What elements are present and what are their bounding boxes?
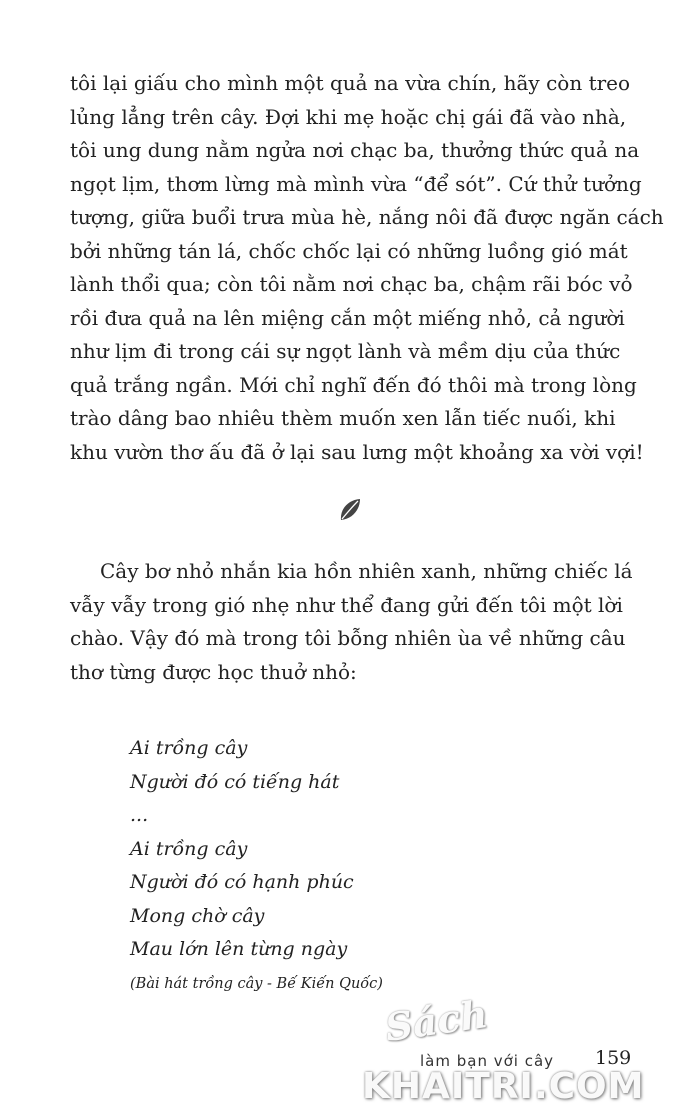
text-line: Cây bơ nhỏ nhắn kia hồn nhiên xanh, những chiếc lá [100, 559, 633, 583]
text-line: thơ từng được học thuở nhỏ: [70, 659, 357, 684]
watermark-brand: KHAITRI.COM [362, 1066, 645, 1107]
watermark-script: Sách [382, 991, 491, 1050]
text-line: tượng, giữa buổi trưa mùa hè, nắng nôi đã được ngăn cách [70, 205, 664, 229]
paragraph-2 [70, 555, 633, 689]
text-line: tôi ung dung nằm ngửa nơi chạc ba, thưởng thức quả na [70, 138, 640, 162]
paragraph-1 [70, 67, 664, 469]
running-title: làm bạn với cây [420, 1052, 555, 1070]
poem-line: Người đó có tiếng hát [130, 770, 340, 793]
poem-line: Ai trồng cây [130, 737, 248, 759]
poem-line: Mong chờ cây [130, 904, 265, 927]
poem-line: ... [130, 804, 149, 826]
text-line: tôi lại giấu cho mình một quả na vừa chín, hãy còn treo [70, 71, 631, 95]
leaf-icon [336, 496, 364, 524]
text-line: trào dâng bao nhiêu thèm muốn xen lẫn tiếc nuối, khi [70, 406, 616, 430]
text-line: bởi những tán lá, chốc chốc lại có những luồng gió mát [70, 238, 628, 263]
poem-verse [130, 732, 354, 967]
poem-line: Mau lớn lên từng ngày [130, 938, 348, 960]
text-line: quả trắng ngần. Mới chỉ nghĩ đến đó thôi mà trong lòng [70, 372, 637, 397]
text-line: vẫy vẫy trong gió nhẹ như thể đang gửi đến tôi một lời [70, 592, 623, 617]
text-line: rồi đưa quả na lên miệng cắn một miếng nhỏ, cả người [70, 305, 625, 330]
text-line: ngọt lịm, thơm lừng mà mình vừa “để sót”. Cứ thử tưởng [70, 171, 642, 196]
poem-line: Người đó có hạnh phúc [130, 871, 354, 893]
page-number: 159 [595, 1047, 632, 1069]
text-line: lủng lẳng trên cây. Đợi khi mẹ hoặc chị gái đã vào nhà, [70, 104, 627, 129]
text-line: khu vườn thơ ấu đã ở lại sau lưng một khoảng xa vời vợi! [70, 439, 644, 464]
poem-caption: (Bài hát trồng cây - Bế Kiến Quốc) [130, 976, 383, 992]
text-line: lành thổi qua; còn tôi nằm nơi chạc ba, chậm rãi bóc vỏ [70, 272, 633, 296]
text-line: như lịm đi trong cái sự ngọt lành và mềm dịu của thức [70, 339, 621, 363]
text-line: chào. Vậy đó mà trong tôi bỗng nhiên ùa về những câu [70, 626, 626, 650]
poem-line: Ai trồng cây [130, 837, 248, 860]
